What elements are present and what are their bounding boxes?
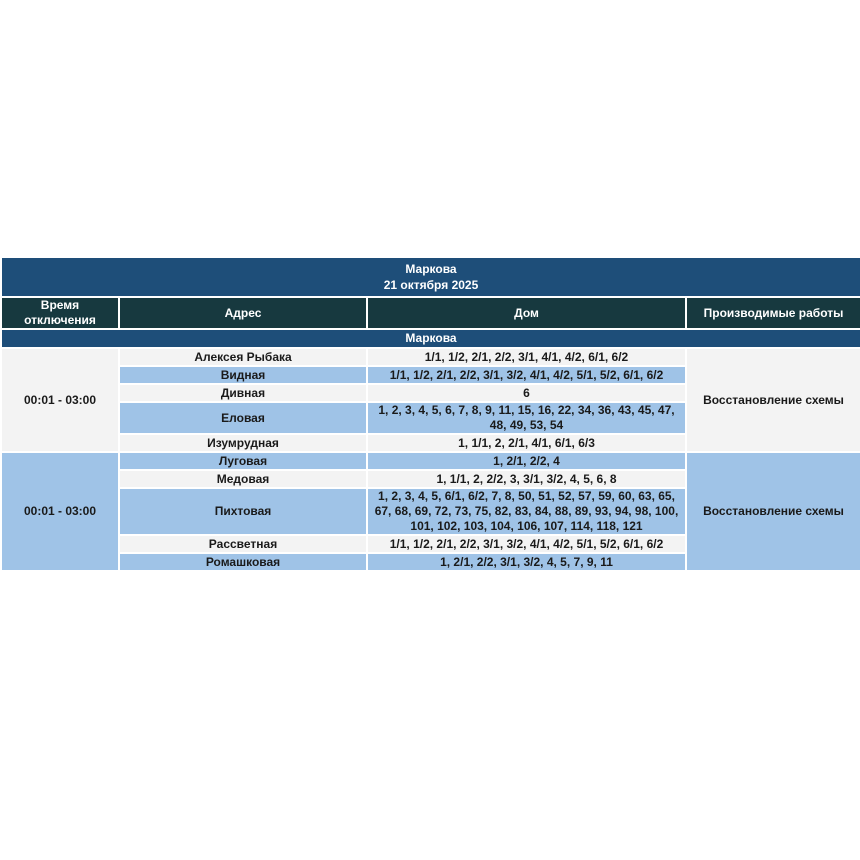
column-header-time: Время отключения — [1, 297, 119, 329]
district-title: Маркова — [405, 262, 457, 276]
column-header-address: Адрес — [119, 297, 367, 329]
street-cell: Пихтовая — [119, 488, 367, 535]
column-header-house: Дом — [367, 297, 686, 329]
houses-cell: 1, 2, 3, 4, 5, 6/1, 6/2, 7, 8, 50, 51, 52, 57, 59, 60, 63, 65, 67, 68, 69, 72, 73, 75, 82, 83, 84, 88, 89, 93, 94, 98, 100, 101, 102, 103, 104, 106, 107, 114, 118, 121 — [367, 488, 686, 535]
table-row — [1, 452, 860, 470]
street-cell: Еловая — [119, 402, 367, 434]
street-cell: Алексея Рыбака — [119, 348, 367, 366]
outage-time-cell: 00:01 - 03:00 — [1, 452, 119, 571]
table-row — [1, 348, 860, 366]
street-cell: Видная — [119, 366, 367, 384]
street-cell: Ромашковая — [119, 553, 367, 571]
outage-time-cell: 00:01 - 03:00 — [1, 348, 119, 452]
group-row — [1, 329, 860, 348]
outage-date: 21 октября 2025 — [383, 278, 479, 292]
houses-cell: 1, 1/1, 2, 2/1, 4/1, 6/1, 6/3 — [367, 434, 686, 452]
column-header-work: Производимые работы — [686, 297, 860, 329]
outage-schedule-table — [0, 256, 860, 572]
houses-cell: 1/1, 1/2, 2/1, 2/2, 3/1, 3/2, 4/1, 4/2, 5/1, 5/2, 6/1, 6/2 — [367, 366, 686, 384]
table-title — [1, 257, 860, 297]
street-cell: Луговая — [119, 452, 367, 470]
houses-cell: 1/1, 1/2, 2/1, 2/2, 3/1, 4/1, 4/2, 6/1, 6/2 — [367, 348, 686, 366]
work-type-cell: Восстановление схемы — [686, 348, 860, 452]
houses-cell: 6 — [367, 384, 686, 402]
column-header-row — [1, 297, 860, 329]
street-cell: Изумрудная — [119, 434, 367, 452]
street-cell: Медовая — [119, 470, 367, 488]
group-title: Маркова — [1, 329, 860, 348]
houses-cell: 1, 1/1, 2, 2/2, 3, 3/1, 3/2, 4, 5, 6, 8 — [367, 470, 686, 488]
houses-cell: 1, 2/1, 2/2, 4 — [367, 452, 686, 470]
table-title-row — [1, 257, 860, 297]
street-cell: Рассветная — [119, 535, 367, 553]
houses-cell: 1, 2, 3, 4, 5, 6, 7, 8, 9, 11, 15, 16, 22, 34, 36, 43, 45, 47, 48, 49, 53, 54 — [367, 402, 686, 434]
houses-cell: 1, 2/1, 2/2, 3/1, 3/2, 4, 5, 7, 9, 11 — [367, 553, 686, 571]
street-cell: Дивная — [119, 384, 367, 402]
houses-cell: 1/1, 1/2, 2/1, 2/2, 3/1, 3/2, 4/1, 4/2, 5/1, 5/2, 6/1, 6/2 — [367, 535, 686, 553]
work-type-cell: Восстановление схемы — [686, 452, 860, 571]
